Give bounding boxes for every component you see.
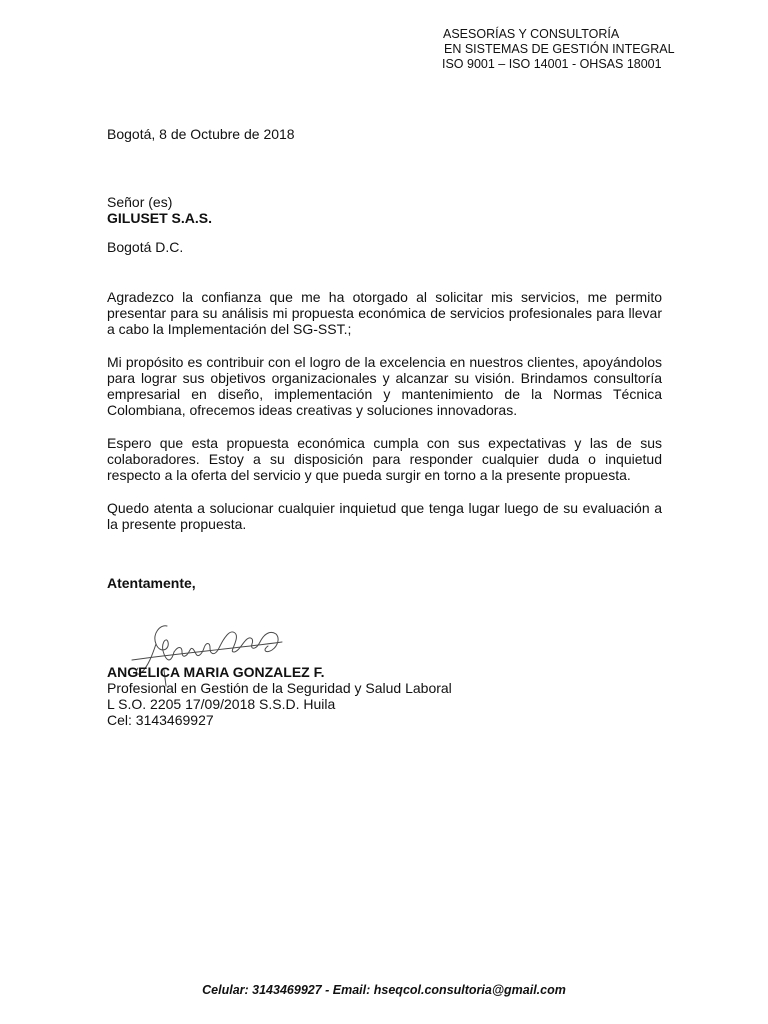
letterhead bbox=[380, 27, 720, 72]
letterhead-line-3: ISO 9001 – ISO 14001 - OHSAS 18001 bbox=[442, 57, 662, 71]
footer-contact: Celular: 3143469927 - Email: hseqcol.consultoria@gmail.com bbox=[202, 983, 566, 997]
closing: Atentamente, bbox=[107, 575, 196, 591]
letter-body bbox=[107, 126, 662, 591]
paragraph-1: Agradezco la confianza que me ha otorgado al solicitar mis servicios, me permito presentar para su análisis mi propuesta económica de servicios profesionales para llevar a cabo la Implementación del SG-SST.; bbox=[107, 289, 662, 337]
signer-block bbox=[107, 664, 452, 728]
paragraph-2: Mi propósito es contribuir con el logro de la excelencia en nuestros clientes, apoyándolos para lograr sus objetivos organizacionales y alcanzar su visión. Brindamos consultoría empresarial en diseño, implementación y mantenimiento de la Normas Técnica Colombiana, ofrecemos ideas creativas y soluciones innovadoras. bbox=[107, 354, 662, 418]
signer-license: L S.O. 2205 17/09/2018 S.S.D. Huila bbox=[107, 696, 336, 712]
letterhead-line-2: EN SISTEMAS DE GESTIÓN INTEGRAL bbox=[444, 42, 675, 56]
paragraph-4: Quedo atenta a solucionar cualquier inquietud que tenga lugar luego de su evaluación a la presente propuesta. bbox=[107, 500, 662, 532]
signer-title: Profesional en Gestión de la Seguridad y Salud Laboral bbox=[107, 680, 452, 696]
recipient-company: GILUSET S.A.S. bbox=[107, 210, 213, 226]
signer-name: ANGELICA MARIA GONZALEZ F. bbox=[107, 664, 325, 680]
signer-phone: Cel: 3143469927 bbox=[107, 712, 214, 728]
letter-date: Bogotá, 8 de Octubre de 2018 bbox=[107, 126, 295, 142]
salutation: Señor (es) bbox=[107, 194, 173, 210]
recipient-city: Bogotá D.C. bbox=[107, 239, 184, 255]
letterhead-line-1: ASESORÍAS Y CONSULTORÍA bbox=[443, 27, 620, 41]
paragraph-3: Espero que esta propuesta económica cumpla con sus expectativas y las de sus colaboradores. Estoy a su disposición para responder cualquier duda o inquietud respecto a la oferta del servicio y que pueda surgir en torno a la presente propuesta. bbox=[107, 435, 662, 483]
